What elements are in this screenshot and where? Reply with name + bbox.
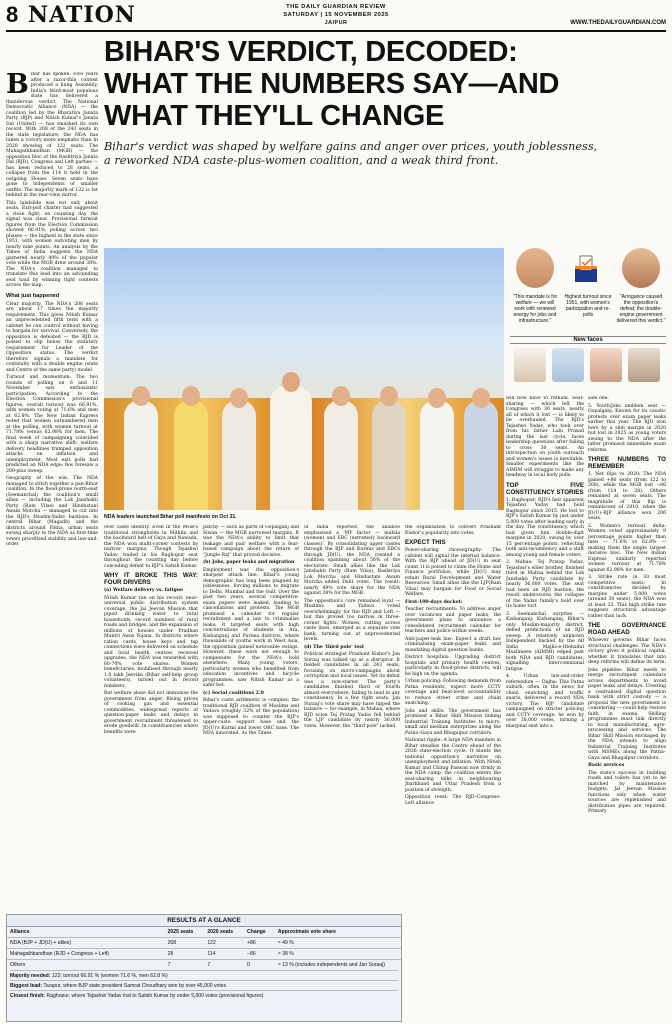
article-column-4: of India reported, the alliance emphasised a 'MY factor — mahila (women) and EBC (extremely backward classes)'. By consolidating upper castes through the BJP and Kurmis and EBCs through JD(U), the NDA created a coalition spanning about 56% of the electorate. Small allies like the Lok Janshakti Party (Ram Vilas), Rashtriya Lok Morcha and Hindustani Awam Morcha added Dalit votes. The result: nearly 49% vote share for the NDA against 38% for the MGB. The opposition's core remained loyal — Muslims and Yadavs voted overwhelmingly for the RJD and Left — but this proved too narrow in three-corner fights. Women, cutting across caste lines, emerged as a separate vote bank, turning out at unprecedented levels. (d) The 'third pole' test Political strategist Prashant Kishor's Jan Suraaj was talked up as a disruptor. It fielded candidates in all 243 seats, focusing on micro-campaigns about corruption and local issues. Yet its debut was a non-starter. The party's candidates finished third or fourth almost everywhere, failing to lead in any constituency. In a few tight seats, Jan Suraaj's vote share may have tipped the balance — for example, in Mahua, where RJD scion Tej Pratap Yadav fell behind the LJP candidate by nearly 36,000 votes. However, the "third pole" lacked: [304, 525, 400, 729]
hero-photo: [104, 248, 504, 510]
results-notes: Majority needed: 122; turnout 66.91 % (women 71.6 %, men 62.8 %) Biggest lead: Tarapur, where BJP state president Samrat Choudhary won by over 45,000 votes Closest finish: Raghopur, where Tejashwi Yadav lost to Satish Kumar by under 5,000 votes (provisional figures): [7, 970, 401, 1000]
photo-caption: NDA leaders launched Bihar poll manifesto on Oct 31.: [104, 514, 237, 520]
standfirst: [104, 140, 664, 168]
avatar: [590, 348, 622, 382]
table-row: Mahagathbandhan (RJD + Congress + Left) 28 114 −86 ≈ 38 %: [7, 949, 401, 960]
website-link[interactable]: WWW.THEDAILYGUARDIAN.COM: [570, 20, 666, 26]
drop-cap: B: [6, 72, 29, 100]
dateline-city: JAIPUR: [324, 20, 348, 26]
section-name: NATION: [28, 2, 136, 28]
headline-line-1: BIHAR'S VERDICT, DECODED:: [104, 36, 518, 68]
ballot-box-icon: [572, 254, 600, 284]
avatar: [622, 248, 660, 288]
article-column-2: over caste identity. Even in the MGB's traditional strongholds in Mithila and the backward belt of Gaya and Nawada, the NDA won multi-corner contests by narrow margins. Though Tejashwi Yadav, trailed in his Raghopur seat throughout the counting day before conceding defeat to BJP's Satish Kumar. WHY IT BROKE THIS WAY: FOUR DRIVERS (a) Welfare delivery vs. fatigue Nitish Kumar ran on his record: near-universal public distribution system coverage, the Jal Jeevan Mission that piped drinking water to rural households, record numbers of rural roads and bridges, and the expansion of millions of houses under Pradhan Mantri Awas Yojana. In districts where ration cards, house keys and tap connections were delivered on schedule and local health centres received upgrades, the NDA was rewarded with 60-70% vote shares. Women beneficiaries, mobilised through nearly 1.8 lakh Jeevika (Bihar self-help group volunteers), turned out in record numbers. But welfare alone did not immunise the government from anger. Rising prices of cooking gas and essential commodities, widespread reports of question-paper leaks and delays in government recruitment threatened to erode goodwill. In constituencies where benefits were: [104, 525, 198, 735]
results-title: RESULTS AT A GLANCE: [7, 915, 401, 927]
quote-1: "This mandate is for welfare — we will work with renewed energy for jobs and infrastructure.": [512, 294, 558, 324]
avatar: [552, 348, 584, 382]
table-header-row: Alliance 2025 seats 2020 seats Change Approximate vote share: [10, 929, 336, 935]
article-column-6: will now have to rethink. Seat-sharing — which left the Congress with 30 seats, nearly all of which it lost — is likely to be overhauled. The RJD's Tejashwi Yadav, who took over from his father Lalu Prasad during the last cycle, faces leadership questions after failing to cross 30 seats. An introspection on youth outreach and women's issues is inevitable. Smaller experiments like the AIMIM will struggle to make any headway in local body polls. TOP FIVE CONSTITUENCY STORIES 1. Raghopur: RJD's heir apparent Tejashwi Yadav had held Raghopur since 2015. He lost to BJP's Satish Kumar by just under 5,000 votes after leading early in the day. The constituency, which had given him double-digit margins in 2020, swung by over 15 percentage points, reflecting both anti-incumbency and a shift among young and female voters. 2. Mahua: Tej Pratap Yadav, Tejashwi's elder brother, finished third in Mahua behind the Lok Janshakti Party candidate by nearly 36,000 votes. The seat had been an RJD bastion; the result underscores the collapse of the Yadav family's hold over its home turf. 3. Seemanchal surprise — Kishanganj: Kishanganj, Bihar's only Muslim-majority district, defied predictions of an RJD sweep. A relatively unknown Independent backed by the All India Majlis-e-Ittehadul Muslimeen (AIMIM) edged past both NDA and RJD candidates, signalling intercommunal fatigue. 4. Urban law-and-order referendum — Digha: This Patna suburb, often in the news for chain snatching and traffic snarls, delivered a record NDA victory. The BJP candidate campaigned on stricter policing and CCTV coverage; he won by over 30,000 votes, turning a marginal seat into a: [506, 396, 584, 729]
page-number: 8: [6, 2, 19, 27]
dateline: SATURDAY | 15 NOVEMBER 2025: [283, 12, 389, 18]
quotes-panel: [510, 248, 666, 336]
article-column-1: Bihar has spoken. Five years after a razor-thin contest produced a hung Assembly, India's third-most populous state has delivered a thunderous verdict. The National Democratic Alliance (NDA) — the coalition led by the Bharatiya Janata Party (BJP) and Nitish Kumar's Janata Dal (United) — has smashed its own record. With 208 of the 243 seats in the state legislature, the NDA has taken a victory more emphatic than in 2020 showing of 122 seats. The Mahagathbandhan (MGB) — the opposition bloc of the Rashtriya Janata Dal (RJD), Congress and Left parties — has been reduced to 28 seats, a collapse from the 114 it held in the outgoing House. Seven seats have gone to independents or smaller outfits. The majority mark of 122 is far behind in the rear-view mirror. This landslide was not only about seats. Exit-poll chatter had suggested a close fight; on counting day the signal was clear. Provisional turnout figures from the Election Commission showed 66.91% polling across two phases — the highest in the state since 1951, with women outvoting men by nearly nine points. An analysis by the Times of India suggests the NDA garnered nearly 49% of the popular vote while the MGB drew around 38%. The NDA's coalition managed to translate this lead into an astounding seat haul by winning tight contests across the map. What just happened Clear majority. The NDA's 208 seats are about 17 times the majority requirement. This gives Nitish Kumar an unprecedented fifth term with a cabinet he can control without having to bargain for survival. Conversely, the opposition is defeated — the RJD is poised to slip below the statutory requirement for Leader of the Opposition status. The verdict therefore signals a mandate for continuity with a double engine (state and Centre of the same party) model. Turnout and momentum: The two rounds of polling on 6 and 11 November saw enthusiastic participation. According to the Election Commission's provisional figures, overall turnout was 66.91%, with women voting at 71.6% and men at 62.8%. The New Indian Express noted that women outnumbered men at the polling, with women turnout at 71.78% versus 62.98% for men. The final week of campaigning coincided with a sharp narrative shift: welfare delivery headlines trumped opposition attacks on inflation and unemployment. Most exit polls had predicted an NDA edge; few foresaw a 200-plus sweep. Geography of the win: The NDA managed to stitch together a pan-Bihar coalition. In the flood-prone north-east (Seemanchal) the coalition's small allies — including the Lok Janshakti Party (Ram Vilas) and Hindustani Awam Morcha — managed to cut into the RJD's Muslim-Yadav bastions. In central Bihar (Magadh) and the districts around Patna, urban seats swung sharply to the NDA as first-time voters prioritised stability and law-and-order: [6, 72, 98, 547]
table-row: NDA (BJP + JD(U) + allies) 208 122 +86 ≈ 49 %: [7, 938, 401, 949]
headline-line-2: WHAT THE NUMBERS SAY—AND: [104, 68, 560, 100]
avatar: [628, 348, 660, 382]
paper-name: THE DAILY GUARDIAN REVIEW: [286, 4, 386, 10]
quote-3: "Arrogance caused the opposition's defeat; the double-engine government delivered this verdict.": [616, 294, 666, 324]
masthead-rule: [6, 30, 666, 32]
results-table-box: [6, 914, 402, 1022]
new-faces-panel: [510, 336, 666, 390]
standfirst-line-1: Bihar's verdict was shaped by welfare gains and anger over prices, youth joblessness,: [104, 140, 598, 153]
headline-line-3: WHAT THEY'LL CHANGE: [104, 100, 445, 132]
avatar: [516, 248, 554, 288]
article-column-5: the organisation to convert Prashant Kishor's popularity into votes. EXPECT THIS Power-sharing choreography: The cabinet will signal the internal balance. With the BJP ahead of JD(U) in seat count, it is poised to claim the Home and Finance portfolios, while JD(U) may retain Rural Development and Water Resources. Small allies like the LJP(Ram Vilas) may bargain for Food or Social Welfare. First-100-days docket: Teacher recruitments: To address anger over vacancies and paper leaks, the government plans to announce a consolidated recruitment calendar for teachers and police within weeks. Anti-paper-leak law: Expect a draft law criminalising exam-paper leaks and mandating digital question banks. District hospitals: Upgrading district hospitals and primary health centres, particularly in flood-prone districts, will be high on the agenda. Urban policing: Following demands from Patna residents, expect more CCTV coverage and beat-level accountability to reduce street crime and chain snatching. Jobs and skills: The government has promised a Bihar Skill Mission linking Industrial Training Institutes to micro, small and medium enterprises along the Patna–Gaya and Bhagalpur corridors. National ripple: A large NDA mandate in Bihar steadies the Centre ahead of the 2026 state-election cycle. It blunts the national opposition's narrative on unemployment and inflation. With Nitish Kumar and Chirag Paswan now firmly in the NDA camp, the coalition enters the seat-sharing talks in neighbouring Jharkhand and Uttar Pradesh from a position of strength. Opposition reset: The RJD–Congress–Left alliance: [405, 525, 501, 806]
article-column-7: safe one. 5. Youth/jobs emblem seat — Gopalganj: Known for its caustic protests over exam paper leaks earlier this year. The RJD won here by a slim margin in 2020 but lost in 2025 as young voters swung to the NDA after the latter promised immediate exam reforms. THREE NUMBERS TO REMEMBER 1. Net flips vs 2020: The NDA gained +86 seats (from 122 to 208), while the MGB lost −86 (from 114 to 28). Others remained at seven seats. The magnitude of this flip is reminiscent of 2010, when the JD(U)–BJP alliance won 206 seats. 2. Women's turnout delta: Women voted approximately 9 percentage points higher than men — 71.6% vs 62.8% — making them the single largest decisive bloc. The New Indian Express similarly reported women turnout at 71.78% against 62.98% for men. 3. Strike rate in 30 most competitive seats: In constituencies decided by margins under 5,000 votes (around 30 seats), the NDA won at least 23. This high strike rate suggests structural advantage rather than luck. THE GOVERNANCE ROAD AHEAD Whoever governs Bihar faces structural challenges. The NDA's victory gives it political capital; whether it translates that into deep reforms will define its term. Jobs pipeline: Bihar needs to merge recruitment calendars across departments to avoid paper leaks and delays. Creating a centralised digital question bank with strict custody — a proposal the new government is considering — could help restore faith in exams. Skilling programmes must link directly to local manufacturing, agro-processing and services. The Bihar Skill Mission envisaged by the NDA intends to align Industrial Training Institutes with MSMEs along the Patna–Gaya and Bhagalpur corridors. Basic services The state's success in building roads and toilets has yet to be matched by maintenance budgets. Jal Jeevan Mission functions only when water sources are replenished and distribution pipes are repaired. Primary: [588, 396, 666, 814]
headline: [104, 36, 664, 132]
standfirst-line-2: a reworked NDA caste-plus-women coalition, and a weak third front.: [104, 154, 499, 167]
avatar: [514, 348, 546, 382]
table-row: Others 7 7 0 ≈ 13 % (includes independents and Jan Suraaj): [7, 960, 401, 971]
results-table: [7, 927, 401, 970]
article-column-3: patchy — such as parts of Gopalganj and Siwan — the MGB narrowed margins. It was the NDA's ability to limit that leakage and pair welfare with a fear-based campaign about the return of "Jungle Raj" that proved decisive. (b) Jobs, paper leaks and migration Employment was the opposition's sharpest attack line. Bihar's young demographic has long been plagued by joblessness, forcing millions to migrate to Delhi, Mumbai and the Gulf. Over the past two years, several competitive-exam papers were leaked, leading to cancellations and protests. The MGB promised a calendar for regular recruitment and a law to criminalise leaks; it targeted seats with high concentrations of students in Ara, Kishanganj and Purnea districts, where thousands of youths work in West Asia, the opposition gained noticeable swings. However, these were not enough to compensate for the NDA's hold elsewhere. Many young voters, particularly women who benefited from education incentives and bicycle programmes, saw Nitish Kumar as a safer bet. (c) Social coalitions 2.0 Bihar's caste arithmetic is complex; the traditional RJD coalition of Muslims and Yadavs (roughly 32% of the population) was supposed to counter the BJP's upper-caste support base and the JD(U)'s Kurmi and lower OBC base. The NDA innovated. As the Times: [203, 525, 299, 736]
quote-2: Highest turnout since 1951, with women's participation and re-polls: [564, 294, 612, 318]
new-faces-label: New faces: [510, 336, 666, 344]
